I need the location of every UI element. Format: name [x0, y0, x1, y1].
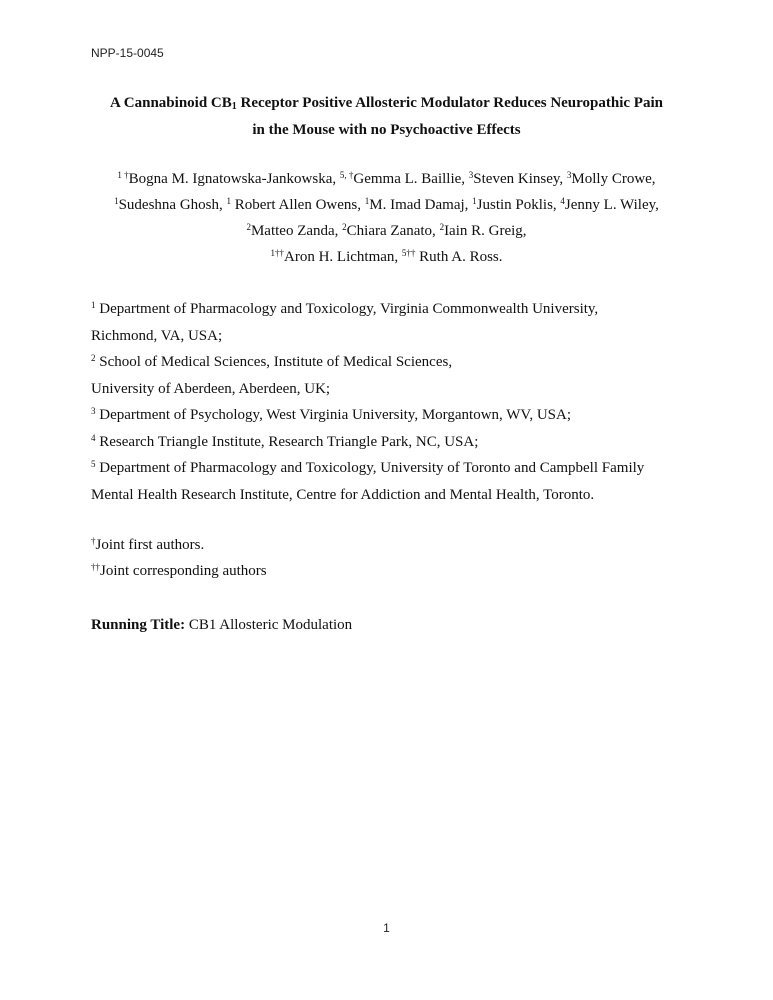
author-name: Bogna M. Ignatowska-Jankowska,: [128, 171, 340, 187]
affiliation-item: [91, 349, 683, 376]
author-affil-sup: 1: [472, 196, 477, 206]
author-line: [40, 244, 733, 270]
affiliation-item: [91, 455, 683, 482]
affiliation-sup: 3: [91, 406, 96, 416]
affiliation-text: Department of Psychology, West Virginia University, Morgantown, WV, USA;: [95, 407, 572, 423]
running-title-value: CB1 Allosteric Modulation: [185, 617, 353, 633]
author-line: [40, 218, 733, 244]
author-name: Sudeshna Ghosh,: [118, 197, 227, 213]
title-subscript: 1: [231, 101, 237, 112]
running-title-label: Running Title:: [91, 617, 186, 633]
author-line: [40, 166, 733, 192]
author-name: Aron H. Lichtman,: [284, 249, 402, 265]
author-affil-sup: 2: [246, 222, 251, 232]
page-number: 1: [383, 921, 390, 935]
affiliation-sup: 2: [91, 353, 96, 363]
author-affil-sup: 1: [226, 196, 232, 206]
author-affil-sup: 1††: [270, 248, 284, 258]
author-affil-sup: 1: [364, 196, 370, 206]
author-name: Iain R. Greig,: [444, 223, 527, 239]
author-affil-sup: 5††: [401, 248, 416, 258]
affiliation-item: [91, 402, 683, 429]
affiliation-text: Research Triangle Institute, Research Triangle Park, NC, USA;: [95, 433, 479, 450]
author-affil-sup: 3: [566, 170, 572, 180]
title-text-pre: A Cannabinoid CB: [110, 95, 232, 111]
affiliation-continuation: Richmond, VA, USA;: [91, 327, 223, 344]
author-notes: [91, 532, 267, 584]
affiliation-sup: 5: [91, 459, 96, 469]
author-line: [40, 192, 733, 218]
author-affil-sup: 4: [560, 196, 565, 206]
joint-first-note: [91, 532, 267, 558]
affiliation-continuation: Mental Health Research Institute, Centre for Addiction and Mental Health, Toronto.: [91, 486, 595, 503]
affiliation-item: [91, 296, 683, 323]
author-name: Matteo Zanda,: [250, 223, 343, 239]
author-name: Gemma L. Baillie,: [353, 171, 469, 187]
author-affil-sup: 1: [114, 196, 119, 206]
affiliation-sup: 4: [91, 432, 96, 443]
author-name: Steven Kinsey,: [473, 171, 567, 187]
joint-corresponding-note: [91, 558, 267, 584]
author-name: Molly Crowe,: [571, 171, 656, 187]
affiliation-continuation: University of Aberdeen, Aberdeen, UK;: [91, 380, 331, 397]
affiliation-list: [91, 296, 683, 508]
author-name: M. Imad Damaj,: [369, 197, 473, 213]
author-affil-sup: 2: [439, 222, 445, 232]
running-title: [91, 612, 352, 638]
author-affil-sup: 5, †: [339, 170, 354, 180]
title-text-post: Receptor Positive Allosteric Modulator Reduces Neuropathic Pain: [236, 95, 663, 111]
affiliation-text: Department of Pharmacology and Toxicology, Virginia Commonwealth University,: [95, 301, 599, 317]
author-name: Robert Allen Owens,: [231, 197, 365, 213]
author-affil-sup: 2: [342, 222, 347, 232]
note-text: Joint corresponding authors: [100, 563, 267, 579]
title-line-1: [40, 90, 733, 117]
double-dagger-sup: ††: [91, 562, 100, 572]
author-name: Justin Poklis,: [476, 197, 561, 213]
author-list: [40, 166, 733, 270]
paper-title: [40, 90, 733, 144]
manuscript-id: NPP-15-0045: [91, 46, 164, 60]
author-name: Jenny L. Wiley,: [564, 197, 659, 213]
note-text: Joint first authors.: [95, 537, 205, 553]
author-name: Ruth A. Ross.: [415, 249, 503, 265]
affiliation-text: Department of Pharmacology and Toxicology, University of Toronto and Campbell Family: [95, 460, 645, 476]
title-line-2: in the Mouse with no Psychoactive Effects: [252, 122, 521, 138]
dagger-sup: †: [91, 536, 96, 546]
author-name: Chiara Zanato,: [346, 223, 440, 239]
affiliation-text: School of Medical Sciences, Institute of Medical Sciences,: [95, 354, 453, 370]
author-affil-sup: 3: [468, 170, 474, 180]
author-affil-sup: 1 †: [117, 170, 129, 180]
affiliation-sup: 1: [91, 300, 96, 310]
affiliation-item: [91, 429, 683, 456]
